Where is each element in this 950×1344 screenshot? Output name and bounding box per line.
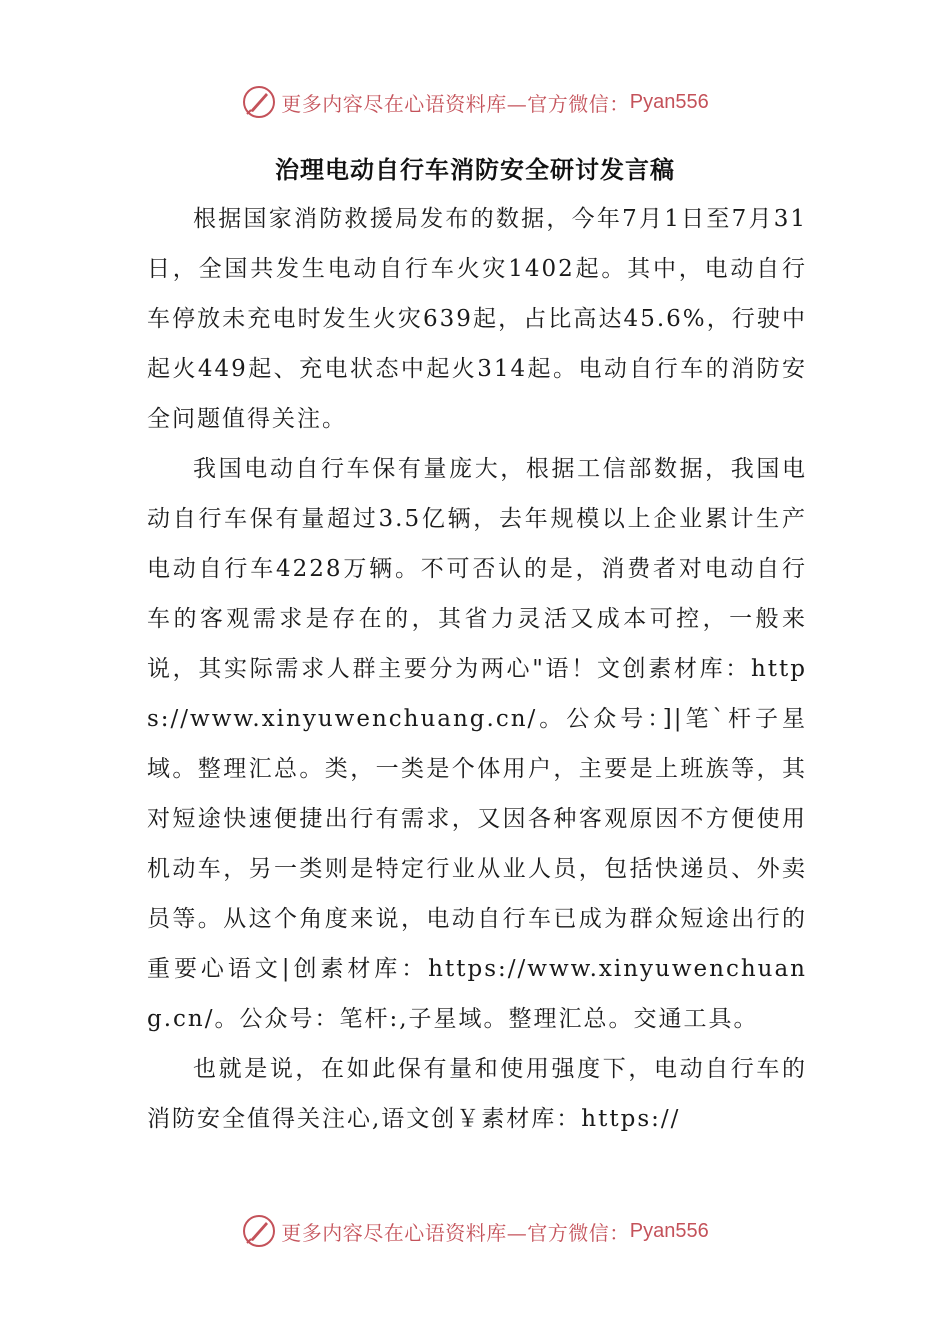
paragraph: 根据国家消防救援局发布的数据，今年7月1日至7月31日，全国共发生电动自行车火灾1402起。其中，电动自行车停放未充电时发生火灾639起，占比高达45.6%，行驶中起火449起、充电状态中起火314起。电动自行车的消防安全问题值得关注。 (147, 206, 807, 432)
quill-logo-icon (241, 84, 277, 120)
document-body (147, 194, 807, 1144)
paragraph: 我国电动自行车保有量庞大，根据工信部数据，我国电动自行车保有量超过3.5亿辆，去年规模以上企业累计生产电动自行车4228万辆。不可否认的是，消费者对电动自行车的客观需求是存在的，其省力灵活又成本可控，一般来说，其实际需求人群主要分为两心"语！文创素材库：https://www.xinyuwenchuang.cn/。公众号：]|笔`杆子星域。整理汇总。类，一类是个体用户，主要是上班族等，其对短途快速便捷出行有需求，又因各种客观原因不方便使用机动车，另一类则是特定行业从业人员，包括快递员、外卖员等。从这个角度来说，电动自行车已成为群众短途出行的重要心语文|创素材库：https://www.xinyuwenchuang.cn/。公众号：笔杆:,子星域。整理汇总。交通工具。 (147, 456, 807, 1032)
footer-banner (0, 1209, 950, 1253)
banner-wechat-id: Pyan556 (629, 1219, 709, 1242)
quill-logo-icon (241, 1213, 277, 1249)
banner-text: 更多内容尽在心语资料库—官方微信： (281, 1220, 630, 1245)
header-banner (0, 80, 950, 124)
banner-text: 更多内容尽在心语资料库—官方微信： (281, 91, 630, 116)
banner-wechat-id: Pyan556 (629, 90, 709, 113)
document-title: 治理电动自行车消防安全研讨发言稿 (275, 156, 675, 184)
paragraph: 也就是说，在如此保有量和使用强度下，电动自行车的消防安全值得关注心,语文创￥素材库：https:// (147, 1056, 807, 1132)
